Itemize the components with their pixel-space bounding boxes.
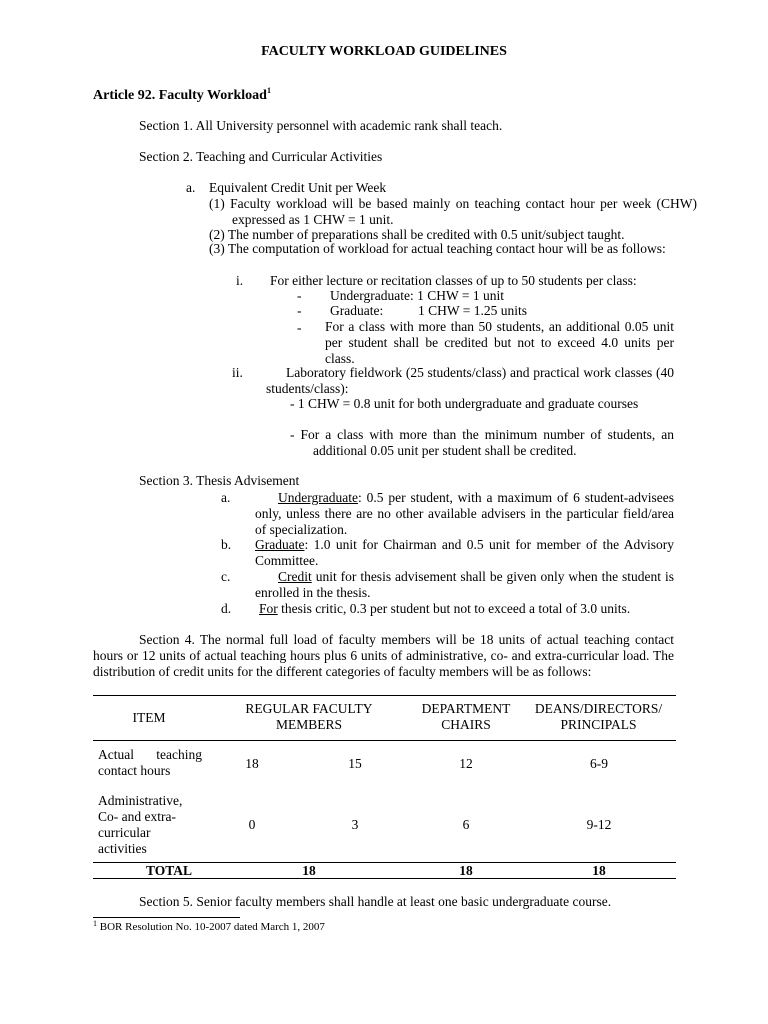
item-1: (1) Faculty workload will be based mainly on teaching contact hour per week (CHW) expressed as 1 CHW = 1 unit.	[209, 196, 697, 227]
row-actual-item: Actual teaching contact hours	[98, 747, 202, 778]
table-cell: 6-9	[590, 756, 608, 771]
item-3: (3) The computation of workload for actual teaching contact hour will be as follows:	[209, 241, 666, 256]
section-1: Section 1. All University personnel with academic rank shall teach.	[139, 118, 503, 133]
section-3-heading: Section 3. Thesis Advisement	[139, 473, 300, 488]
sub-ii-text: Laboratory fieldwork (25 students/class) and practical work classes (40 students/class):	[266, 365, 674, 396]
total-chairs: 18	[459, 863, 473, 878]
item-a-marker: a.	[186, 180, 196, 195]
table-cell: 12	[459, 756, 473, 771]
item-2: (2) The number of preparations shall be credited with 0.5 unit/subject taught.	[209, 227, 625, 242]
term-undergraduate: Undergraduate	[278, 490, 358, 505]
row-admin-item: Administrative, Co- and extra-curricular activities	[98, 793, 183, 856]
thesis-c-text: Credit unit for thesis advisement shall be given only when the student is enrolled in the thesis.	[255, 569, 674, 600]
sub-ii-marker: ii.	[232, 365, 243, 380]
item-a-label: Equivalent Credit Unit per Week	[209, 180, 387, 195]
thesis-d-marker: d.	[221, 601, 232, 616]
thesis-b-marker: b.	[221, 537, 232, 552]
sub-i-marker: i.	[236, 273, 244, 288]
table-cell: 15	[348, 756, 362, 771]
bullet-large-class: For a class with more than 50 students, an additional 0.05 unit per student shall be credited but not to exceed 4.0 units per class.	[325, 319, 674, 366]
header-department-chairs: DEPARTMENT CHAIRS	[421, 701, 511, 732]
total-regular: 18	[302, 863, 316, 878]
section-4: Section 4. The normal full load of faculty members will be 18 units of actual teaching contact hours or 12 units of actual teaching hours plus 6 units of administrative, co- and extra-curricular load. The distribution of credit units for the different categories of faculty members will be as follows:	[93, 632, 674, 679]
footnote-separator	[93, 917, 240, 918]
table-header-rule	[93, 740, 676, 741]
sub-i-text: For either lecture or recitation classes of up to 50 students per class:	[270, 273, 637, 288]
thesis-b-text: Graduate: 1.0 unit for Chairman and 0.5 unit for member of the Advisory Committee.	[255, 537, 674, 568]
term-credit: Credit	[278, 569, 312, 584]
thesis-d-text: For thesis critic, 0.3 per student but not to exceed a total of 3.0 units.	[259, 601, 631, 616]
dash-marker: -	[297, 303, 302, 318]
table-cell: 6	[462, 817, 470, 832]
bullet-graduate-value: 1 CHW = 1.25 units	[418, 303, 527, 318]
footnote: $^1$ BOR Resolution No. 10-2007 dated March 1, 2007	[93, 919, 325, 933]
table-cell: 9-12	[586, 817, 612, 832]
lab-bullet-1: - 1 CHW = 0.8 unit for both undergraduate and graduate courses	[290, 396, 639, 411]
total-label: TOTAL	[145, 863, 193, 878]
thesis-a-marker: a.	[221, 490, 231, 505]
table-cell: 3	[351, 817, 359, 832]
bullet-undergraduate: Undergraduate: 1 CHW = 1 unit	[330, 288, 504, 303]
header-item: ITEM	[132, 710, 166, 725]
lab-bullet-2: - For a class with more than the minimum number of students, an additional 0.05 unit per student shall be credited.	[290, 427, 674, 458]
term-graduate: Graduate	[255, 537, 305, 552]
table-top-rule	[93, 695, 676, 696]
footnote-marker: 1	[93, 919, 97, 928]
section-5: Section 5. Senior faculty members shall handle at least one basic undergraduate course.	[139, 894, 612, 909]
header-deans: DEANS/DIRECTORS/ PRINCIPALS	[534, 701, 663, 732]
section-2-heading: Section 2. Teaching and Curricular Activities	[139, 149, 383, 164]
table-cell: 0	[248, 817, 256, 832]
total-deans: 18	[592, 863, 606, 878]
thesis-c-marker: c.	[221, 569, 231, 584]
dash-marker: -	[297, 288, 302, 303]
header-regular-faculty: REGULAR FACULTY MEMBERS	[245, 701, 373, 732]
thesis-a-text: Undergraduate: 0.5 per student, with a maximum of 6 student-advisees only, unless there are no other available advisers in the particular field/area of specialization.	[255, 490, 674, 537]
article-heading: Article 92. Faculty Workload$^1$	[93, 86, 271, 103]
bullet-graduate-label: Graduate:	[330, 303, 384, 318]
dash-marker: -	[297, 320, 302, 335]
term-for: For	[259, 601, 278, 616]
page-title: FACULTY WORKLOAD GUIDELINES	[261, 44, 507, 59]
table-cell: 18	[245, 756, 259, 771]
footnote-ref: 1	[266, 86, 271, 95]
